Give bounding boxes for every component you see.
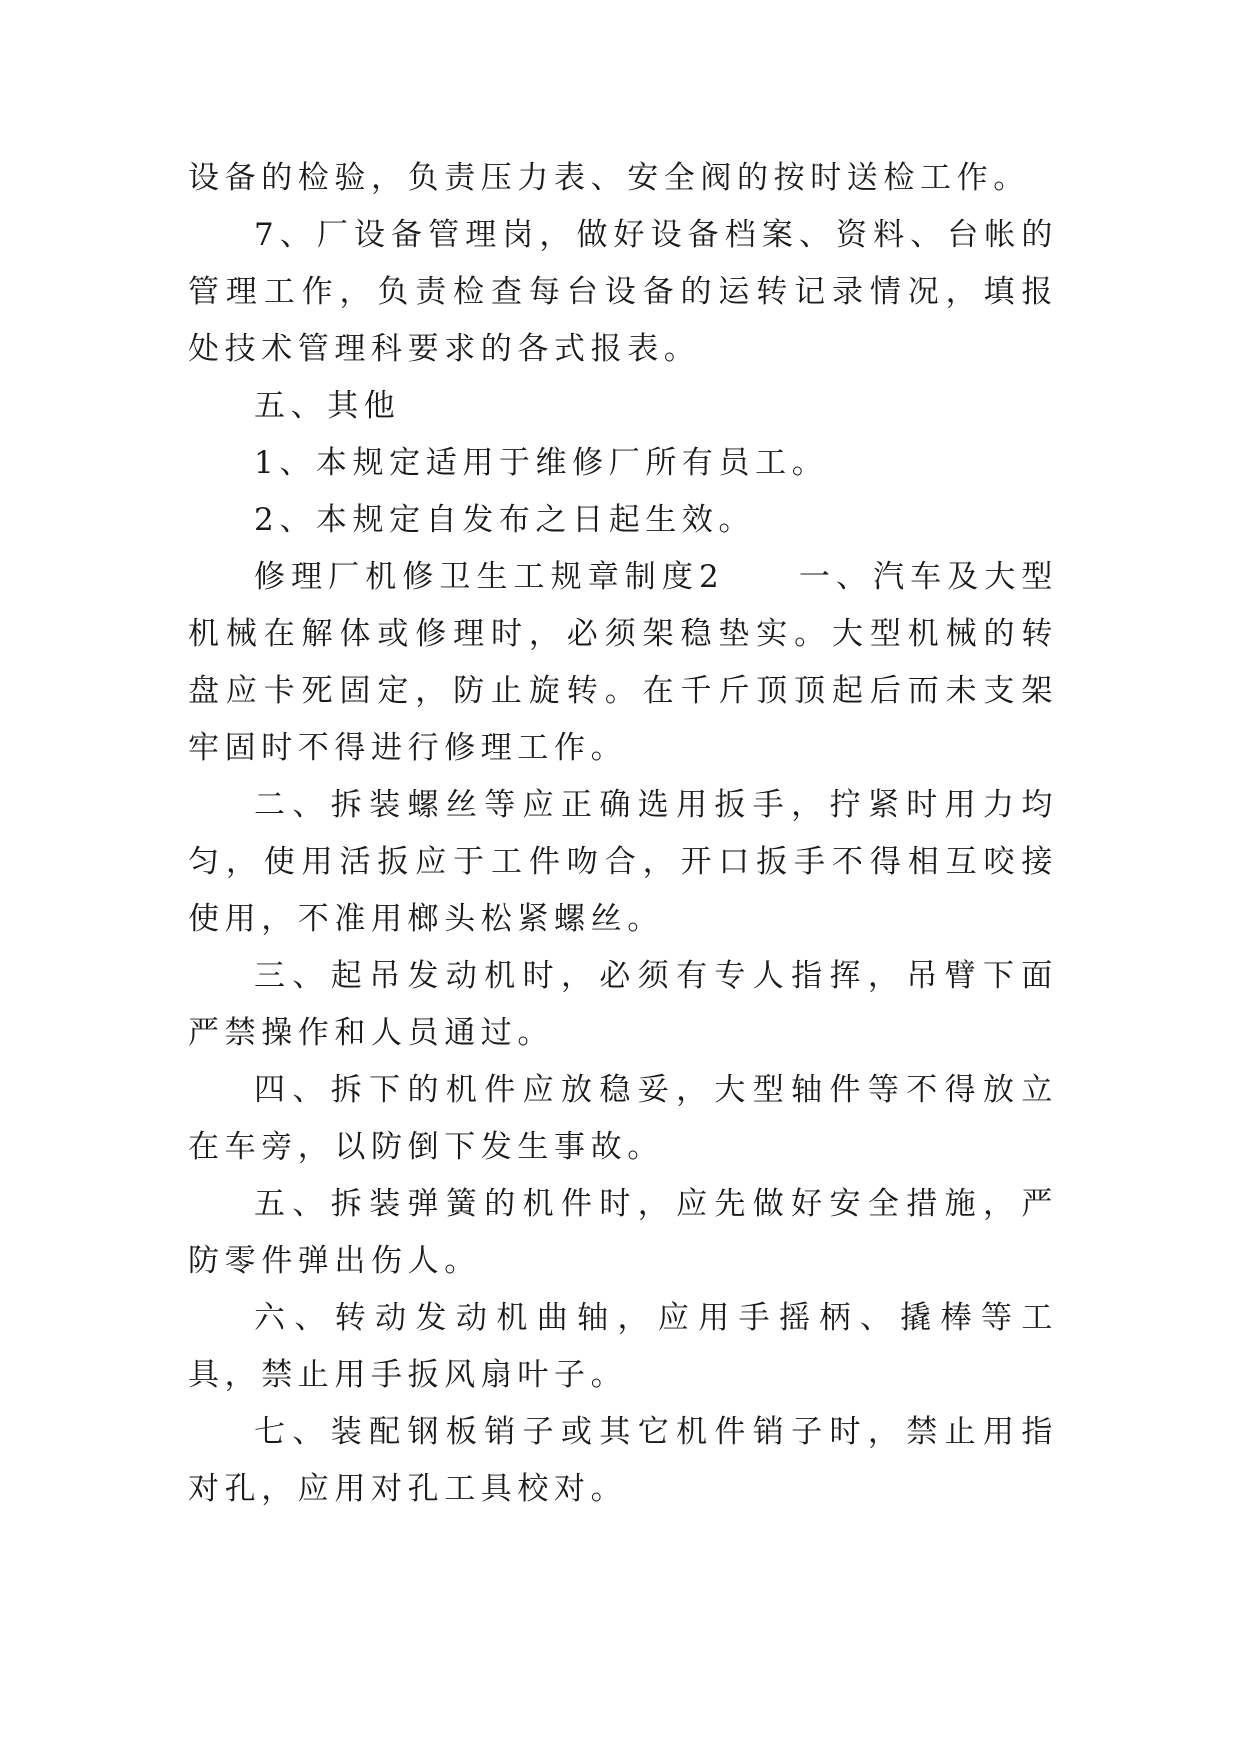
paragraph: 四、拆下的机件应放稳妥，大型轴件等不得放立在车旁，以防倒下发生事故。 bbox=[188, 1072, 1058, 1165]
paragraph: 三、起吊发动机时，必须有专人指挥，吊臂下面严禁操作和人员通过。 bbox=[188, 958, 1058, 1051]
paragraph: 二、拆装螺丝等应正确选用扳手，拧紧时用力均匀，使用活扳应于工件吻合，开口扳手不得相互咬接使用，不准用榔头松紧螺丝。 bbox=[188, 787, 1058, 937]
document-body bbox=[188, 150, 1058, 1518]
paragraph: 七、装配钢板销子或其它机件销子时，禁止用指对孔，应用对孔工具校对。 bbox=[188, 1414, 1058, 1507]
paragraph: 1、本规定适用于维修厂所有员工。 bbox=[254, 445, 829, 481]
paragraph: 2、本规定自发布之日起生效。 bbox=[254, 502, 756, 538]
paragraph: 设备的检验，负责压力表、安全阀的按时送检工作。 bbox=[188, 160, 1030, 196]
paragraph: 五、拆装弹簧的机件时，应先做好安全措施，严防零件弹出伤人。 bbox=[188, 1186, 1058, 1279]
paragraph: 六、转动发动机曲轴，应用手摇柄、撬棒等工具，禁止用手扳风扇叶子。 bbox=[188, 1300, 1058, 1393]
section-heading: 五、其他 bbox=[254, 388, 401, 424]
paragraph: 修理厂机修卫生工规章制度2 一、汽车及大型机械在解体或修理时，必须架稳垫实。大型机械的转盘应卡死固定，防止旋转。在千斤顶顶起后而未支架牢固时不得进行修理工作。 bbox=[188, 559, 1058, 766]
paragraph: 7、厂设备管理岗，做好设备档案、资料、台帐的管理工作，负责检查每台设备的运转记录情况，填报处技术管理科要求的各式报表。 bbox=[188, 217, 1058, 367]
